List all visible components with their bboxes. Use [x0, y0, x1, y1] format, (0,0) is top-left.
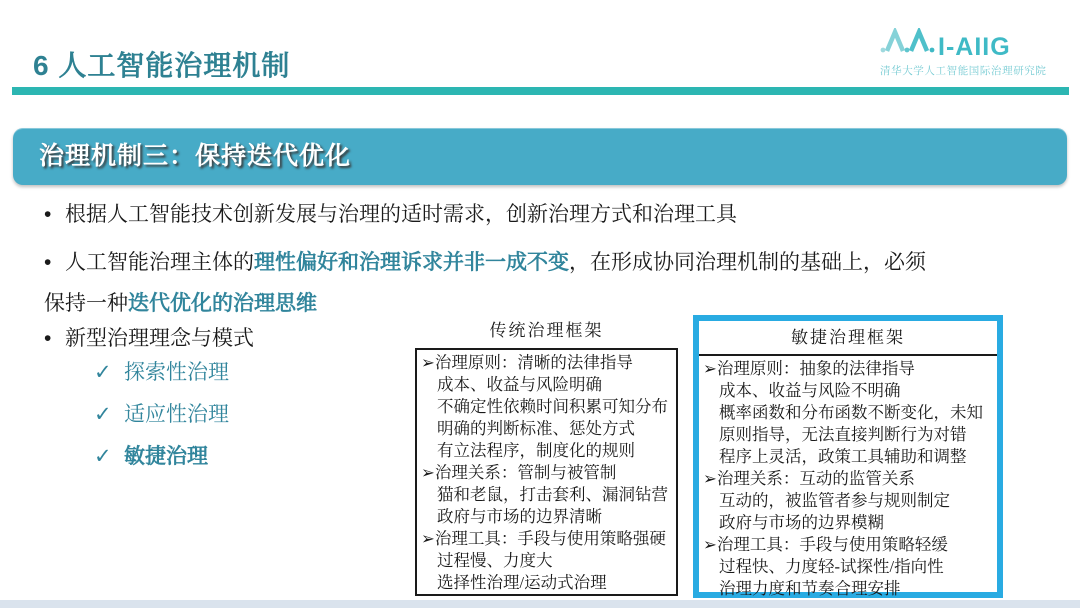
check-icon: ✓ — [94, 445, 112, 468]
table-row: 原则指导，无法直接判断行为对错 — [719, 425, 967, 444]
logo-mark-icon — [880, 28, 938, 59]
governance-mode-checklist — [94, 352, 229, 478]
table-row: 政府与市场的边界模糊 — [719, 513, 884, 532]
checklist-item-label: 探索性治理 — [124, 361, 229, 384]
checklist-item-label: 敏捷治理 — [124, 445, 208, 468]
logo-subtitle: 清华大学人工智能国际治理研究院 — [880, 65, 1047, 77]
table-row: 成本、收益与风险明确 — [437, 375, 602, 394]
bullet-item-2 — [44, 242, 934, 324]
footer-strip — [0, 600, 1080, 608]
table-row: 有立法程序，制度化的规则 — [437, 441, 635, 460]
section-banner — [13, 128, 1067, 185]
check-icon: ✓ — [94, 403, 112, 426]
traditional-governance-table — [415, 348, 678, 596]
checklist-item — [94, 394, 229, 436]
bullet-3-text: 新型治理理念与模式 — [65, 327, 254, 350]
page-title: 6 人工智能治理机制 — [33, 50, 291, 81]
section-banner-title: 治理机制三：保持迭代优化 — [39, 142, 352, 170]
table-row: 选择性治理/运动式治理 — [437, 573, 607, 592]
agile-governance-table — [693, 315, 1003, 598]
table-row: 成本、收益与风险不明确 — [719, 381, 901, 400]
table-row: 过程快、力度轻-试探性/指向性 — [719, 557, 944, 576]
logo — [880, 28, 1060, 78]
table-row: ➢治理工具：手段与使用策略强硬 — [421, 529, 666, 548]
table-row: 猫和老鼠，打击套利、漏洞钻营 — [437, 485, 668, 504]
checklist-item — [94, 436, 229, 478]
bullet-item-1 — [44, 198, 1044, 232]
bullet-glyph: • — [44, 251, 52, 274]
table-row: ➢治理关系：管制与被管制 — [421, 463, 617, 482]
table-row: 概率函数和分布函数不断变化，未知 — [719, 403, 983, 422]
table-row: ➢治理工具：手段与使用策略轻缓 — [703, 535, 948, 554]
table-row: 过程慢、力度大 — [437, 551, 553, 570]
check-icon: ✓ — [94, 361, 112, 384]
traditional-table-title: 传统治理框架 — [489, 321, 604, 340]
bullet-glyph: • — [44, 327, 52, 350]
checklist-item-label: 适应性治理 — [124, 403, 229, 426]
bullet-2-text-mid: ，在形成协同治理机制的基础上，必须保持一种 — [44, 251, 926, 315]
bullet-2-highlight-2: 迭代优化的治理思维 — [128, 292, 317, 315]
table-row: 互动的，被监管者参与规则制定 — [719, 491, 950, 510]
table-row: ➢治理关系：互动的监管关系 — [703, 469, 915, 488]
agile-table-title: 敏捷治理框架 — [699, 321, 997, 356]
bullet-2-text-pre: 人工智能治理主体的 — [65, 251, 254, 274]
table-row: 政府与市场的边界清晰 — [437, 507, 602, 526]
checklist-item — [94, 352, 229, 394]
table-row: 程序上灵活，政策工具辅助和调整 — [719, 447, 967, 466]
bullet-2-highlight-1: 理性偏好和治理诉求并非一成不变 — [254, 251, 569, 274]
bullet-glyph: • — [44, 203, 52, 226]
table-row: 不确定性依赖时间积累可知分布 — [437, 397, 668, 416]
table-row: ➢治理原则：清晰的法律指导 — [421, 353, 633, 372]
bullet-1-text: 根据人工智能技术创新发展与治理的适时需求，创新治理方式和治理工具 — [65, 203, 737, 226]
title-divider — [12, 87, 1069, 95]
table-row: ➢治理原则：抽象的法律指导 — [703, 359, 915, 378]
table-row: 明确的判断标准、惩处方式 — [437, 419, 635, 438]
logo-brand: I-AIIG — [938, 33, 1011, 61]
table-row: 治理力度和节奏合理安排 — [719, 579, 901, 598]
